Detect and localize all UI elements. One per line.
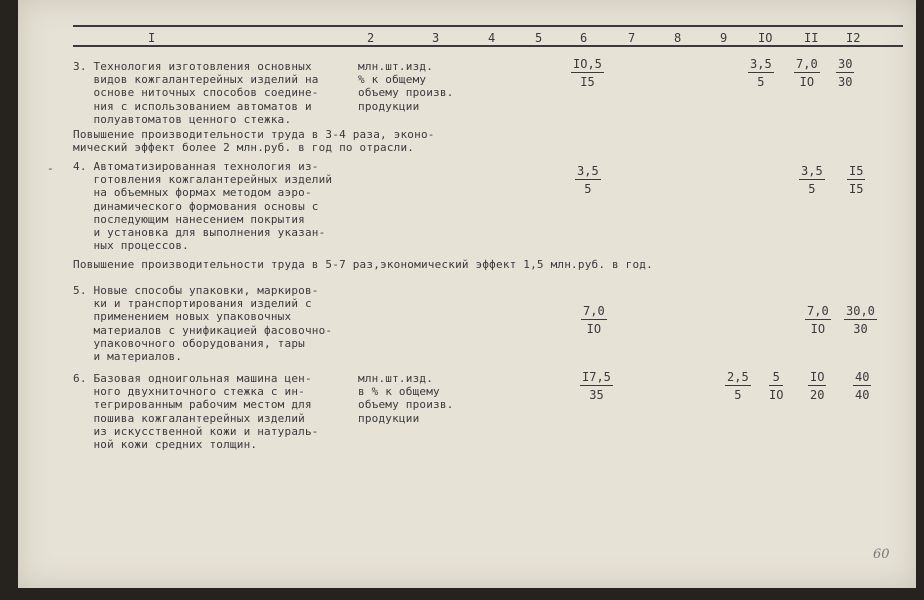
col-header-10: IO xyxy=(758,31,773,45)
fraction-denominator: I5 xyxy=(580,75,595,89)
row-4-col12-value xyxy=(847,164,865,196)
col-header-3: 3 xyxy=(432,31,440,45)
fraction-numerator: 30 xyxy=(838,57,853,71)
fraction-numerator: 3,5 xyxy=(577,164,599,178)
row-3-description: 3. Технология изготовления основных видов кожгалантерейных изделий на основе ниточных способов соедине- ния с использованием автоматов и полуавтоматов ценного стежка. xyxy=(73,60,319,126)
fraction-numerator: 5 xyxy=(769,370,783,386)
row-3-col11-value xyxy=(794,57,820,89)
col-header-2: 2 xyxy=(367,31,375,45)
fraction-numerator: 3,5 xyxy=(750,57,772,71)
row-4-description: 4. Автоматизированная технология из- готовления кожгалантерейных изделий на объемных формах методом аэро- динамического формования основы с последующим нанесением покрытия и установка для выполнения указан- ных процессов. xyxy=(73,160,333,253)
fraction-numerator: I5 xyxy=(849,164,864,178)
fraction-numerator: 2,5 xyxy=(727,370,749,384)
row-5-col12-value xyxy=(844,304,877,336)
row-6-col12-value xyxy=(853,370,871,402)
col-header-11: II xyxy=(804,31,819,45)
fraction-denominator: 30 xyxy=(853,322,868,336)
fraction-denominator: 5 xyxy=(734,388,742,402)
col-header-7: 7 xyxy=(628,31,636,45)
row-4-col11-value xyxy=(799,164,825,196)
fraction-numerator: 30,0 xyxy=(846,304,875,318)
row-5-description: 5. Новые способы упаковки, маркиров- ки и транспортирования изделий с применением новых упаковочных материалов с унификацией фасовочно- упаковочного оборудования, тары и материалов. xyxy=(73,284,333,364)
fraction-denominator: IO xyxy=(769,388,784,402)
fraction-denominator: 30 xyxy=(838,75,853,89)
col-header-8: 8 xyxy=(674,31,682,45)
fraction-numerator: 3,5 xyxy=(801,164,823,178)
margin-mark: - xyxy=(47,162,54,175)
fraction-denominator: 35 xyxy=(589,388,604,402)
fraction-numerator: 40 xyxy=(855,370,870,384)
row-5-col6-value xyxy=(581,304,607,336)
fraction-denominator: 5 xyxy=(808,182,816,196)
row-3-effect-note: Повышение производительности труда в 3-4 раза, эконо- мический эффект более 2 млн.руб. в год по отрасли. xyxy=(73,128,435,155)
row-6-col9-value xyxy=(725,370,751,402)
fraction-denominator: I5 xyxy=(849,182,864,196)
row-4-effect-note: Повышение производительности труда в 5-7 раз,экономический эффект 1,5 млн.руб. в год. xyxy=(73,258,653,271)
col-header-4: 4 xyxy=(488,31,496,45)
col-header-1: I xyxy=(148,31,156,45)
fraction-numerator: 7,0 xyxy=(807,304,829,318)
row-3-col12-value xyxy=(836,57,854,89)
col-header-6: 6 xyxy=(580,31,588,45)
row-6-unit: млн.шт.изд. в % к общему объему произв. продукции xyxy=(358,372,454,425)
page-number: 60 xyxy=(873,547,890,562)
row-6-description: 6. Базовая одноигольная машина цен- ного двухниточного стежка с ин- тегрированным рабочим местом для пошива кожгалантерейных изделий из искусственной кожи и натураль- ной кожи средних толщин. xyxy=(73,372,319,452)
fraction-denominator: 5 xyxy=(757,75,765,89)
fraction-denominator: IO xyxy=(810,322,826,336)
fraction-denominator: 5 xyxy=(584,182,592,196)
fraction-denominator: 20 xyxy=(810,388,825,402)
row-3-unit: млн.шт.изд. % к общему объему произв. продукции xyxy=(358,60,454,113)
col-header-5: 5 xyxy=(535,31,543,45)
row-3-col6-value xyxy=(571,57,604,89)
row-6-col6-value xyxy=(580,370,613,402)
header-top-rule xyxy=(73,25,903,27)
document-page xyxy=(18,0,916,588)
fraction-numerator: 7,0 xyxy=(796,57,818,71)
fraction-numerator: IO xyxy=(810,370,825,384)
fraction-numerator: IO,5 xyxy=(573,57,602,71)
row-4-col6-value xyxy=(575,164,601,196)
row-6-col11-value xyxy=(808,370,826,402)
fraction-numerator: 7,0 xyxy=(583,304,605,318)
row-6-col10-value xyxy=(769,370,783,402)
col-header-9: 9 xyxy=(720,31,728,45)
row-3-col10-value xyxy=(748,57,774,89)
fraction-numerator: I7,5 xyxy=(582,370,611,384)
col-header-12: I2 xyxy=(846,31,861,45)
header-bottom-rule xyxy=(73,45,903,47)
fraction-denominator: 40 xyxy=(855,388,870,402)
fraction-denominator: IO xyxy=(586,322,602,336)
fraction-denominator: IO xyxy=(799,75,815,89)
row-5-col11-value xyxy=(805,304,831,336)
